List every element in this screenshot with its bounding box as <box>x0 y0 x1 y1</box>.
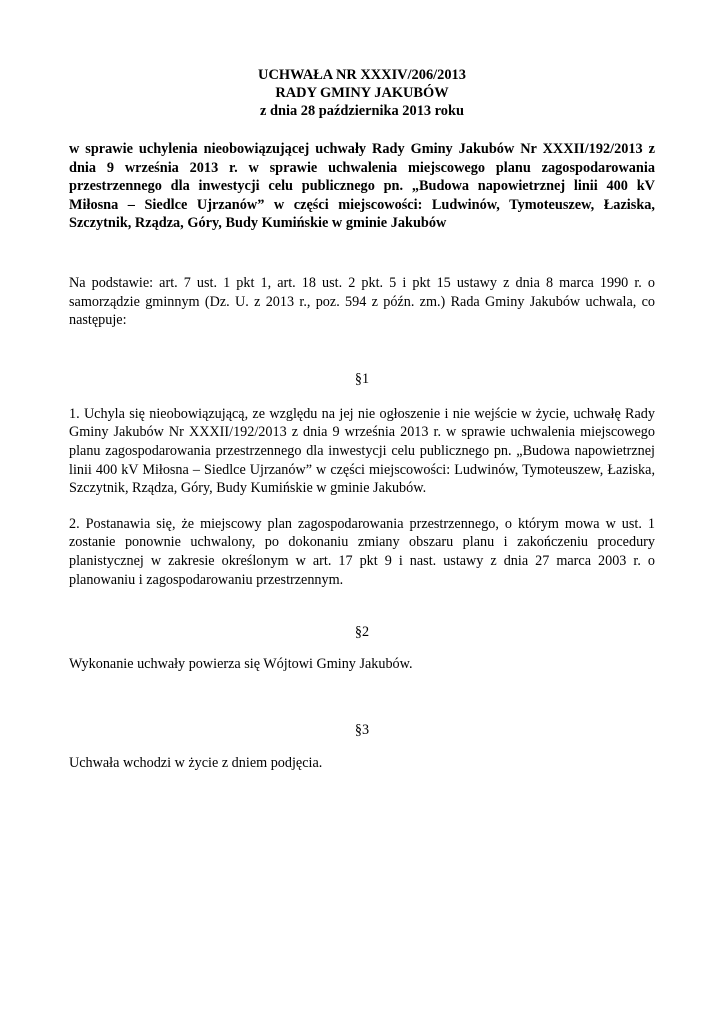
resolution-subject: w sprawie uchylenia nieobowiązującej uchwały Rady Gminy Jakubów Nr XXXII/192/2013 z dnia 9 września 2013 r. w sprawie uchwalenia miejscowego planu zagospodarowania przestrzennego dla inwestycji celu publicznego pn. „Budowa napowietrznej linii 400 kV Miłosna – Siedlce Ujrzanów” w części miejscowości: Ludwinów, Tymoteuszew, Łaziska, Szczytnik, Rządza, Góry, Budy Kumińskie w gminie Jakubów <box>69 141 655 232</box>
resolution-document <box>69 66 655 772</box>
resolution-date: z dnia 28 października 2013 roku <box>259 103 465 119</box>
council-name: RADY GMINY JAKUBÓW <box>275 85 449 101</box>
section-3-paragraph: Uchwała wchodzi w życie z dniem podjęcia. <box>69 754 323 771</box>
legal-basis: Na podstawie: art. 7 ust. 1 pkt 1, art. 18 ust. 2 pkt. 5 i pkt 15 ustawy z dnia 8 marca 1990 r. o samorządzie gminnym (Dz. U. z 2013 r., poz. 594 z późn. zm.) Rada Gminy Jakubów uchwala, co następuje: <box>69 274 655 329</box>
section-2-paragraph: Wykonanie uchwały powierza się Wójtowi Gminy Jakubów. <box>69 656 413 673</box>
section-1-paragraph-1: 1. Uchyla się nieobowiązującą, ze względu na jej nie ogłoszenie i nie wejście w życie, uchwałę Rady Gminy Jakubów Nr XXXII/192/2013 z dnia 9 września 2013 r. w sprawie uchwalenia miejscowego planu zagospodarowania przestrzennego dla inwestycji celu publicznego pn. „Budowa napowietrznej linii 400 kV Miłosna – Siedlce Ujrzanów” w części miejscowości: Ludwinów, Tymoteuszew, Łaziska, Szczytnik, Rządza, Góry, Budy Kumińskie w gminie Jakubów. <box>69 405 655 497</box>
section-1-mark: §1 <box>354 370 370 387</box>
section-3-mark: §3 <box>354 721 370 738</box>
resolution-title <box>69 66 655 120</box>
resolution-number: UCHWAŁA NR XXXIV/206/2013 <box>258 67 466 83</box>
section-2-mark: §2 <box>354 624 370 641</box>
section-1-paragraph-2: 2. Postanawia się, że miejscowy plan zagospodarowania przestrzennego, o którym mowa w ust. 1 zostanie ponownie uchwalony, po dokonaniu zmiany obszaru planu i zakończeniu procedury planistycznej w zakresie określonym w art. 17 pkt 9 i nast. ustawy z dnia 27 marca 2003 r. o planowaniu i zagospodarowaniu przestrzennym. <box>69 515 655 588</box>
